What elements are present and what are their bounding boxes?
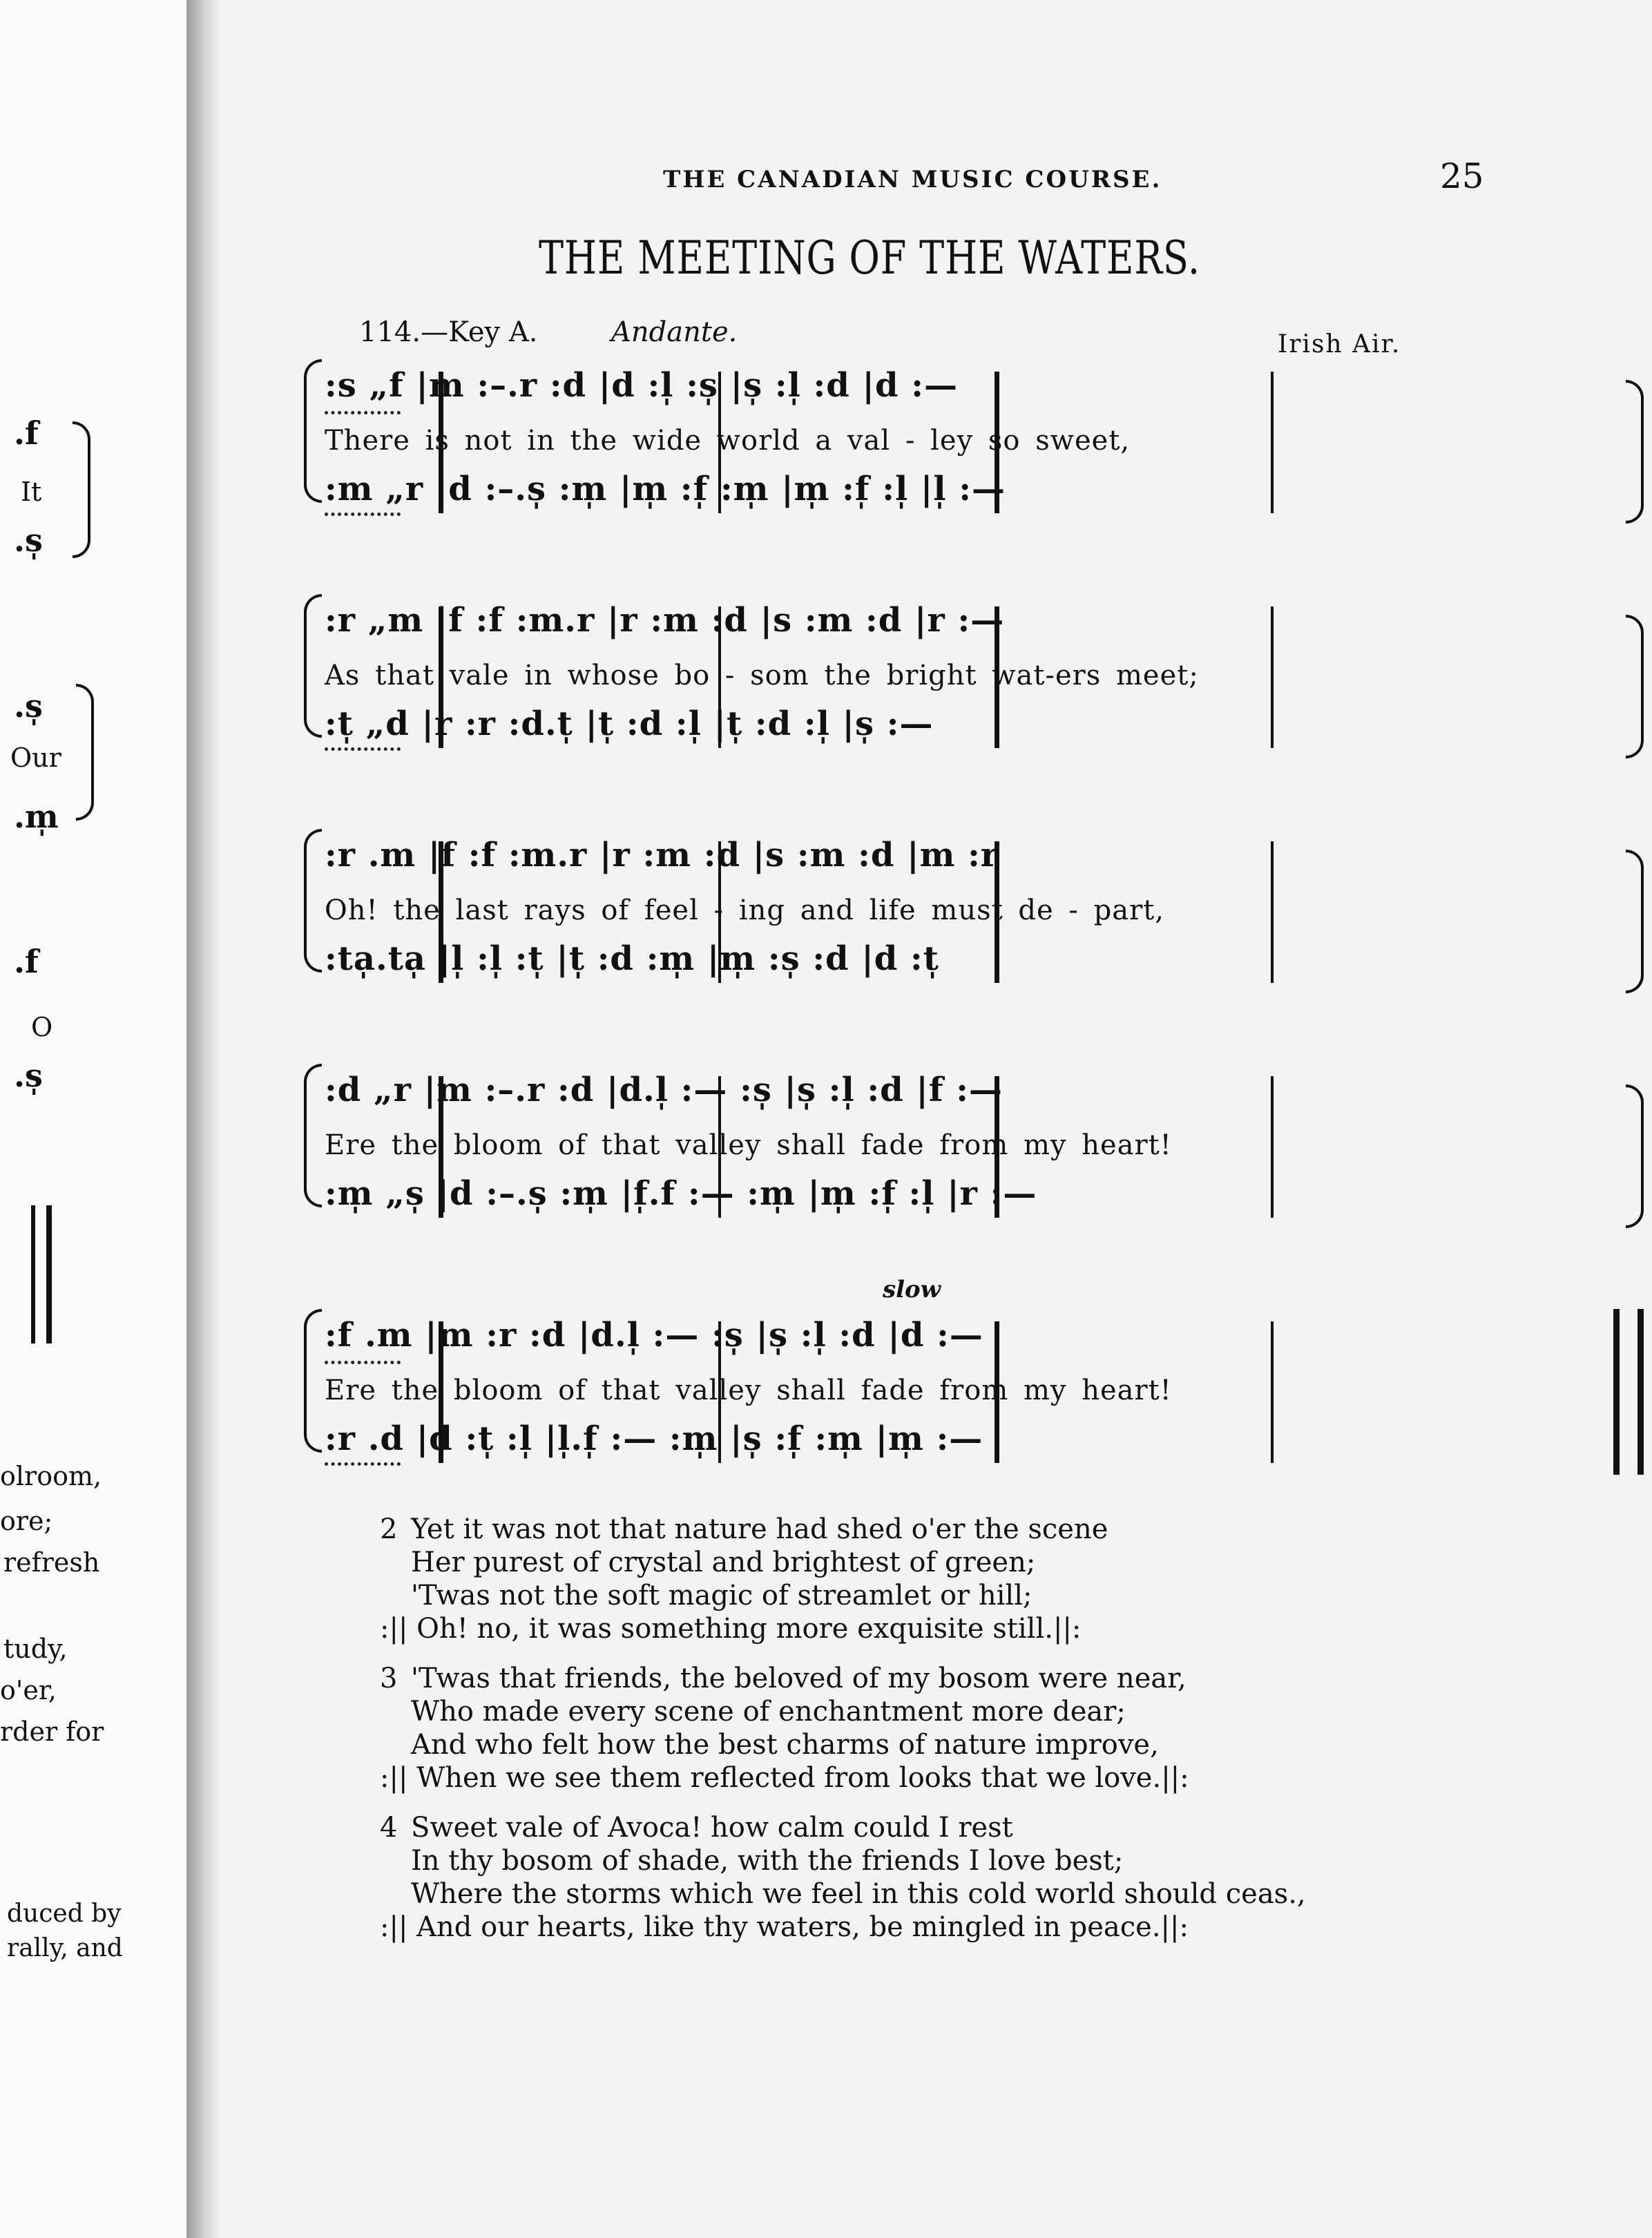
lyric-line: There is not in the wide world a val - ley so sweet,: [325, 425, 1131, 457]
music-system: [304, 1276, 1644, 1468]
upper-part-notation: :r .m |f :f :m.r |r :m :d |s :m :d |m :r: [325, 836, 999, 874]
song-title: THE MEETING OF THE WATERS.: [539, 231, 1200, 285]
facing-fragment: .s̩: [14, 522, 43, 559]
upper-part-notation: :r „m |f :f :m.r |r :m :d |s :m :d |r :—: [325, 601, 1005, 640]
facing-brace: [76, 684, 94, 821]
system-brace-left: [304, 1309, 322, 1453]
upper-part-notation: :f .m |m :r :d |d.l̩ :— :s̩ |s̩ :l̩ :d |d :—: [325, 1316, 983, 1355]
system-brace-right: [1626, 850, 1644, 993]
facing-fragment: .f: [14, 943, 39, 980]
system-brace-right: [1626, 1084, 1644, 1228]
facing-fragment: .s̩: [14, 687, 43, 725]
lower-part-notation: :m̩ „s̩ |d :–.s̩ :m̩ |f̩.f :— :m̩ |m̩ :f̩ :l̩ |r :—: [325, 1174, 1037, 1213]
stanza: [380, 1513, 1306, 1645]
music-system: [304, 594, 1644, 753]
system-brace-left: [304, 1064, 322, 1207]
running-header: THE CANADIAN MUSIC COURSE.: [663, 166, 1162, 193]
upper-part-notation: :d „r |m :–.r :d |d.l̩ :— :s̩ |s̩ :l̩ :d |f :—: [325, 1071, 1003, 1109]
facing-fragment: .m̩: [14, 798, 59, 835]
barline: [1271, 372, 1274, 513]
page-number: 25: [1440, 156, 1484, 196]
facing-fragment: olroom,: [0, 1461, 102, 1491]
lyric-line: Ere the bloom of that valley shall fade from my heart!: [325, 1375, 1172, 1406]
lower-part-notation: :t̩ „d |r :r :d.t̩ |t̩ :d :l̩ |t̩ :d :l̩ |s̩ :—: [325, 705, 934, 743]
system-brace-left: [304, 594, 322, 738]
stanza-number: 4: [380, 1812, 398, 1844]
verse-line: In thy bosom of shade, with the friends I love best;: [411, 1845, 1124, 1877]
final-double-barline: [1613, 1309, 1644, 1475]
facing-fragment: rder for: [0, 1716, 104, 1747]
stanza: [380, 1662, 1306, 1795]
verse-line: :|| When we see them reflected from looks that we love.||:: [380, 1762, 1189, 1794]
barline: [1271, 606, 1274, 748]
facing-fragment: .f: [14, 414, 39, 452]
tune-origin: Irish Air.: [1278, 330, 1401, 358]
facing-fragment: tudy,: [3, 1634, 68, 1664]
facing-brace: [73, 421, 90, 558]
music-system: [304, 1064, 1644, 1223]
facing-fragment: o'er,: [0, 1675, 57, 1705]
tune-number-key: 114.—Key A.: [359, 316, 538, 348]
dotted-line: [325, 513, 401, 516]
lower-part-notation: :r .d |d :t̩ :l̩ |l̩.f̩ :— :m̩ |s̩ :f̩ :m̩ |m̩ :—: [325, 1419, 983, 1458]
facing-fragment: ore;: [0, 1506, 53, 1536]
system-brace-right: [1626, 615, 1644, 758]
barline: [1271, 841, 1274, 983]
barline: [1271, 1321, 1274, 1463]
facing-fragment: refresh: [3, 1547, 100, 1578]
verses: [380, 1513, 1306, 1960]
verse-line: Sweet vale of Avoca! how calm could I rest: [411, 1812, 1013, 1844]
barline: [1271, 1076, 1274, 1218]
facing-fragment: .s̩: [14, 1057, 43, 1094]
lower-part-notation: :m „r |d :–.s̩ :m̩ |m̩ :f̩ :m̩ |m̩ :f̩ :l̩ |l̩ :—: [325, 470, 1006, 508]
dotted-line: [325, 1462, 401, 1466]
tempo-marking: Andante.: [611, 316, 738, 348]
facing-fragment: rally, and: [7, 1934, 123, 1962]
facing-page: [0, 0, 191, 2238]
system-brace-left: [304, 829, 322, 973]
facing-fragment: duced by: [7, 1900, 122, 1928]
page-gutter: [186, 0, 221, 2238]
stanza: [380, 1811, 1306, 1944]
facing-fragment: It: [21, 477, 42, 507]
lyric-line: Ere the bloom of that valley shall fade from my heart!: [325, 1129, 1172, 1161]
music-system: [304, 359, 1644, 518]
facing-fragment: Our: [10, 743, 61, 773]
verse-line: :|| Oh! no, it was something more exquisite still.||:: [380, 1613, 1082, 1645]
upper-part-notation: :s „f |m :–.r :d |d :l̩ :s̩ |s̩ :l̩ :d |d :—: [325, 366, 958, 405]
verse-line: And who felt how the best charms of nature improve,: [411, 1729, 1159, 1761]
lyric-line: As that vale in whose bo - som the bright wat-ers meet;: [325, 660, 1199, 691]
verse-line: Yet it was not that nature had shed o'er the scene: [411, 1513, 1108, 1545]
verse-line: :|| And our hearts, like thy waters, be mingled in peace.||:: [380, 1911, 1189, 1943]
verse-line: 'Twas not the soft magic of streamlet or hill;: [411, 1580, 1032, 1611]
dotted-line: [325, 747, 401, 751]
music-system: [304, 829, 1644, 988]
dotted-line: [325, 411, 401, 414]
lyric-line: Oh! the last rays of feel - ing and life must de - part,: [325, 895, 1164, 926]
book-page: [221, 0, 1652, 2238]
system-brace-left: [304, 359, 322, 503]
system-brace-right: [1626, 380, 1644, 524]
stanza-number: 2: [380, 1513, 398, 1545]
lower-part-notation: :ta̩.ta̩ |l̩ :l̩ :t̩ |t̩ :d :m̩ |m̩ :s̩ :d |d :t̩: [325, 939, 939, 978]
slow-marking: slow: [883, 1276, 941, 1303]
verse-line: Who made every scene of enchantment more dear;: [411, 1696, 1126, 1728]
verse-line: Where the storms which we feel in this cold world should ceas.,: [411, 1878, 1306, 1910]
verse-line: 'Twas that friends, the beloved of my bosom were near,: [411, 1663, 1187, 1694]
facing-double-barline: [31, 1205, 52, 1343]
facing-fragment: O: [31, 1012, 53, 1042]
verse-line: Her purest of crystal and brightest of green;: [411, 1547, 1036, 1578]
stanza-number: 3: [380, 1663, 398, 1694]
dotted-line: [325, 1361, 401, 1364]
